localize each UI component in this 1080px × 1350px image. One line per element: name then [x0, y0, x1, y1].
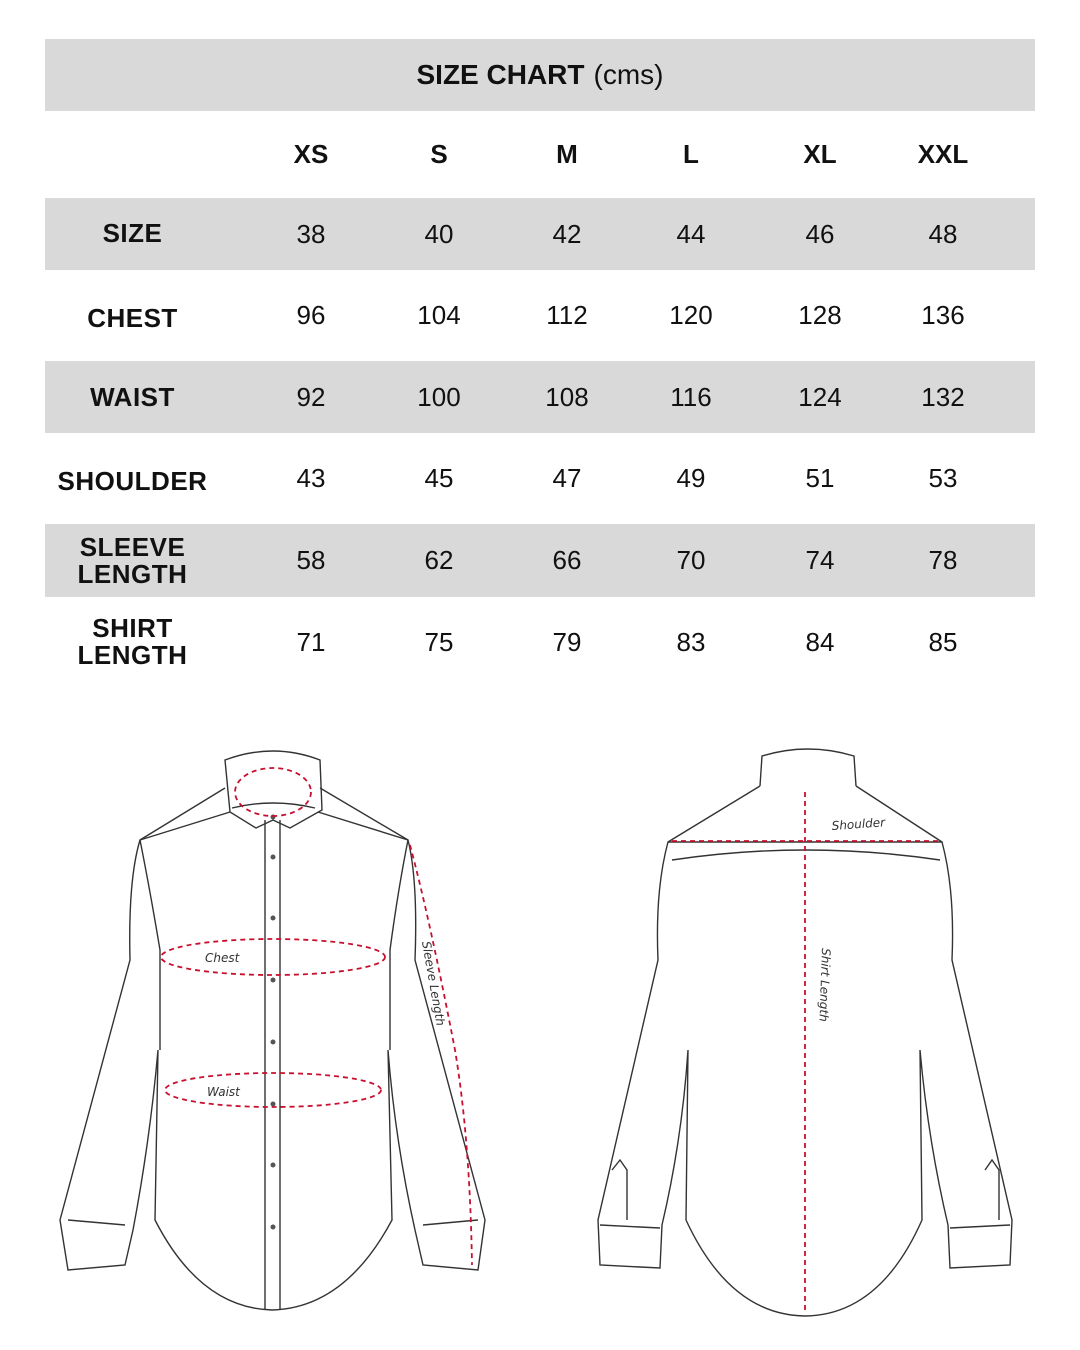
table-cell: 70: [676, 545, 706, 575]
table-cell: 38: [296, 218, 326, 249]
table-cell: 85: [928, 626, 958, 657]
table-cell: 124: [798, 381, 842, 412]
back-shirt-diagram: [598, 749, 1012, 1316]
table-cell: 128: [798, 300, 842, 330]
row-label-waist: WAIST: [90, 381, 175, 412]
table-cell: 83: [676, 626, 706, 657]
table-row-size: [45, 198, 1035, 270]
table-cell: 136: [921, 300, 965, 330]
table-cell: 120: [669, 300, 713, 330]
shirt-diagrams-svg: [0, 720, 1080, 1340]
table-cell: 100: [417, 381, 461, 412]
table-row-shirt-length: [45, 597, 1035, 687]
front-body-outline: [60, 788, 485, 1310]
size-header-row: [45, 111, 1035, 198]
table-row-waist: [45, 361, 1035, 433]
column-header-xs: XS: [293, 139, 329, 169]
table-cell: 79: [552, 626, 582, 657]
collar-measure-line: [235, 768, 311, 816]
table-cell: 46: [805, 218, 835, 249]
table-cell: 78: [928, 545, 958, 575]
front-buttons: [271, 815, 276, 1230]
table-cell: 47: [552, 463, 582, 493]
table-row-shoulder: [45, 433, 1035, 524]
table-cell: 45: [424, 463, 454, 493]
measurement-diagrams: [0, 720, 1080, 1340]
chest-measure-line: [161, 939, 385, 975]
table-cell: 92: [296, 381, 326, 412]
table-row-chest: [45, 270, 1035, 361]
column-header-m: M: [556, 139, 578, 169]
row-label-shoulder: SHOULDER: [57, 466, 208, 496]
table-cell: 84: [805, 626, 835, 657]
table-cell: 53: [928, 463, 958, 493]
row-label-size: SIZE: [102, 217, 163, 248]
column-header-xxl: XXL: [917, 139, 969, 169]
column-header-l: L: [683, 139, 699, 169]
table-cell: 104: [417, 300, 461, 330]
table-row-sleeve-length: [45, 524, 1035, 597]
table-cell: 75: [424, 626, 454, 657]
table-cell: 43: [296, 463, 326, 493]
back-measurements: [672, 792, 940, 1312]
title-text: SIZE CHART: [416, 59, 585, 90]
column-header-s: S: [430, 139, 448, 169]
chest-label: Chest: [205, 951, 240, 965]
row-label-chest: CHEST: [87, 303, 178, 333]
waist-label: Waist: [207, 1085, 240, 1099]
table-cell: 49: [676, 463, 706, 493]
table-cell: 116: [670, 381, 712, 412]
shoulder-label: Shoulder: [831, 815, 886, 833]
column-header-xl: XL: [803, 139, 837, 169]
table-cell: 58: [296, 545, 326, 575]
table-cell: 51: [805, 463, 835, 493]
table-cell: 40: [424, 218, 454, 249]
table-cell: 66: [552, 545, 582, 575]
size-chart-title: [45, 39, 1035, 111]
sleeve-length-label: Sleeve Length: [419, 940, 448, 1027]
title-unit: (cms): [593, 59, 664, 90]
table-cell: 74: [805, 545, 835, 575]
table-cell: 62: [424, 545, 454, 575]
table-cell: 42: [552, 218, 582, 249]
table-cell: 44: [676, 218, 706, 249]
back-measure-labels: [816, 815, 886, 1022]
table-cell: 96: [296, 300, 326, 330]
back-collar: [760, 749, 856, 786]
shirt-length-label: Shirt Length: [816, 947, 833, 1022]
table-cell: 108: [545, 381, 589, 412]
front-measurements: [161, 768, 472, 1265]
row-label-shirt-length: SHIRT LENGTH: [77, 613, 188, 670]
table-cell: 48: [928, 218, 958, 249]
table-cell: 71: [296, 626, 326, 657]
table-cell: 112: [546, 300, 588, 330]
table-cell: 132: [921, 381, 965, 412]
row-label-sleeve-length: SLEEVE LENGTH: [77, 531, 188, 589]
